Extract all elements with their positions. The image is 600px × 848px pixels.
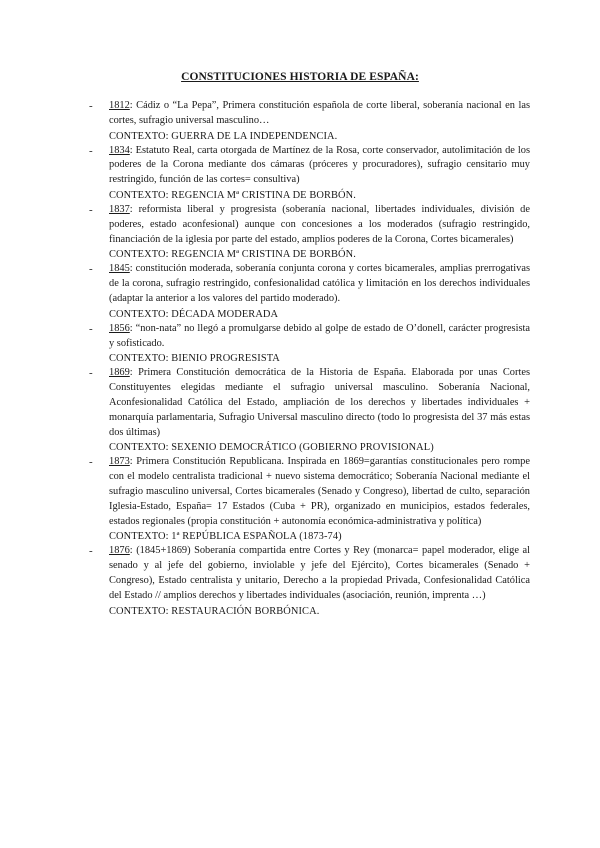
item-description: [109, 455, 530, 529]
list-bullet: -: [89, 144, 93, 157]
year-label: 1812: [109, 100, 130, 111]
list-item-1812: [88, 99, 530, 144]
list-item-1845: [88, 262, 530, 321]
item-description: [109, 322, 530, 352]
item-text: : Cádiz o “La Pepa”, Primera constitución española de corte liberal, soberanía nacional en las cortes, sufragio universal masculino…: [109, 100, 530, 126]
list-bullet: -: [89, 322, 93, 335]
year-label: 1845: [109, 263, 130, 275]
document-title: CONSTITUCIONES HISTORIA DE ESPAÑA:: [181, 71, 419, 83]
item-text: : “non-nata” no llegó a promulgarse debido al golpe de estado de O’donell, carácter progresista y sofisticado.: [109, 322, 530, 349]
item-text: : reformista liberal y progresista (soberanía nacional, libertades individuales, división de poderes, estado aconfesional) aunque con concesiones a los moderados (sufragio restringido, financiación de la iglesia por parte del estado, amplios poderes de la Corona, Cortes bicamerales): [109, 203, 530, 245]
year-label: 1869: [109, 367, 130, 379]
year-label: 1856: [109, 322, 130, 334]
list-item-1837: [88, 203, 530, 262]
list-item-1873: [88, 455, 530, 544]
list-bullet: -: [89, 203, 93, 216]
context-line: CONTEXTO: RESTAURACIÓN BORBÓNICA.: [109, 605, 320, 617]
item-description: [109, 144, 530, 188]
item-text: : Estatuto Real, carta otorgada de Martínez de la Rosa, corte conservador, autolimitación de los poderes de la Corona mediante dos cámaras (próceres y procuradores), sufragio censitario muy restringido, función de las cortes= consultiva): [109, 144, 530, 186]
item-description: [109, 262, 530, 306]
list-bullet: -: [89, 367, 93, 380]
list-bullet: -: [89, 545, 93, 558]
list-bullet: -: [89, 263, 93, 276]
item-text: : constitución moderada, soberanía conjunta corona y cortes bicamerales, amplias prerrogativas de la corona, sufragio restringido, confesionalidad católica y limitación en los derechos individuales (adaptar la anterior a los valores del partido moderado).: [109, 263, 530, 304]
item-description: [109, 366, 530, 440]
constitutions-list: [88, 99, 530, 619]
list-item-1856: [88, 322, 530, 367]
context-line: CONTEXTO: SEXENIO DEMOCRÁTICO (GOBIERNO PROVISIONAL): [109, 442, 434, 454]
context-line: CONTEXTO: BIENIO PROGRESISTA: [109, 353, 280, 365]
year-label: 1873: [109, 456, 130, 468]
item-text: : (1845+1869) Soberanía compartida entre Cortes y Rey (monarca= papel moderador, elige al senado y al jefe del gobierno, inviolable y jefe del Ejército), Cortes bicamerales (Senado + Congreso), Estado centralista y unitario, Derecho a la propiedad Privada, Confesionalidad Católica del Estado // amplios derechos y libertades individuales (asociación, reunión, imprenta …): [109, 545, 530, 601]
context-line: CONTEXTO: REGENCIA Mª CRISTINA DE BORBÓN.: [109, 249, 356, 261]
list-bullet: -: [89, 100, 93, 112]
context-line: CONTEXTO: GUERRA DE LA INDEPENDENCIA.: [109, 130, 338, 142]
list-item-1869: [88, 366, 530, 455]
list-item-1834: [88, 144, 530, 203]
list-bullet: -: [89, 456, 93, 469]
context-line: CONTEXTO: DÉCADA MODERADA: [109, 308, 279, 320]
list-item-1876: [88, 544, 530, 618]
year-label: 1834: [109, 144, 130, 156]
context-line: CONTEXTO: REGENCIA Mª CRISTINA DE BORBÓN.: [109, 189, 356, 201]
context-line: CONTEXTO: 1ª REPÚBLICA ESPAÑOLA (1873-74): [109, 531, 342, 543]
item-description: [109, 203, 530, 247]
item-text: : Primera Constitución democrática de la Historia de España. Elaborada por unas Cortes Constituyentes elegidas mediante el sufragio universal masculino. Soberanía Nacional, Aconfesionalidad Católica del Estado, ampliación de los derechos y libertades individuales + monarquía parlamentaria, Sufragio Universal masculino directo (todo lo progresista del 37 más estas dos últimas): [109, 367, 530, 438]
item-description: [109, 544, 530, 603]
year-label: 1876: [109, 545, 130, 557]
year-label: 1837: [109, 203, 130, 215]
item-text: : Primera Constitución Republicana. Inspirada en 1869=garantías constitucionales pero rompe con el modelo centralista tradicional + nuevo sistema democrático; Soberanía Nacional mediante el sufragio masculino universal, Cortes bicamerales (Senado y Congreso), libertad de culto, separación Iglesia-Estado, España= 17 Estados (Cuba + PR), organizado en municipios, estados federales, estados regionales (propia constitución + autonomía económica-administrativa y política): [109, 456, 530, 527]
item-description: [109, 99, 530, 129]
